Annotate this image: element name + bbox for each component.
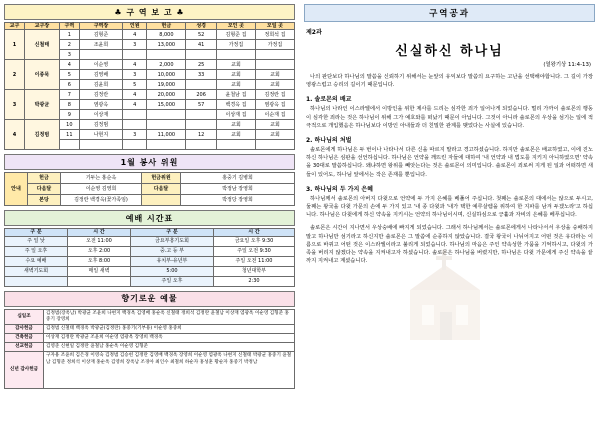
cell-leader: 나현지 [79, 130, 122, 140]
cell-moil: 염광옥 집 [255, 100, 294, 110]
duty-cell: 헌금 [28, 173, 61, 184]
cell-guyeok: 2 [59, 40, 79, 50]
cell-seonggyeong: 25 [186, 60, 217, 70]
section-heading-1: 1. 솔로몬의 배교 [306, 96, 352, 104]
table-row [5, 324, 295, 333]
cell-moil: 가정집 [255, 40, 294, 50]
cell-moil: 이순재 집 [255, 110, 294, 120]
district-report-block [4, 4, 295, 150]
col-inwon: 인원 [123, 23, 147, 30]
duty-cell: 박정당 장영희 [181, 195, 295, 206]
cell-moin: 교회 [216, 60, 255, 70]
col-guyeokjang: 구역장 [79, 23, 122, 30]
cell-inwon: 4 [123, 60, 147, 70]
duty-row-label: 안내 [5, 173, 28, 206]
cell-guyeok: 11 [59, 130, 79, 140]
sched-time: 오전 11:00 [68, 236, 131, 246]
cell-moin [216, 140, 255, 150]
duty-cell: 기두는 홍순옥 [61, 173, 142, 184]
cell-moin: 윤철남 집 [216, 90, 255, 100]
col-division-2: 구 분 [131, 229, 214, 236]
table-row [5, 195, 295, 206]
col-gugu: 교구 [5, 23, 25, 30]
cell-guyeok: 10 [59, 120, 79, 130]
cell-heongeum [147, 110, 186, 120]
cell-moil: 교회 [255, 130, 294, 140]
district-report-table [4, 22, 295, 150]
sched-name-2: 금요부흥기도회 [131, 236, 214, 246]
cell-moil: 교회 [255, 120, 294, 130]
cell-inwon: 4 [123, 100, 147, 110]
col-seonggyeong: 성경 [186, 23, 217, 30]
duty-title: 1월 봉사 위원 [4, 154, 295, 170]
cell-seonggyeong: 52 [186, 30, 217, 40]
table-row [5, 60, 295, 70]
offering-category: 건축헌금 [5, 334, 44, 343]
offering-title: 향기로운 예물 [4, 291, 295, 307]
sched-name: 주 일 낮 [5, 236, 68, 246]
cell-leader: 김정란 [79, 90, 122, 100]
col-time-2: 시 간 [214, 229, 295, 236]
chapter-label: 제2과 [306, 29, 322, 36]
offering-category: 선교헌금 [5, 343, 44, 352]
cell-moil [255, 60, 294, 70]
cell-seonggyeong: 57 [186, 100, 217, 110]
sched-time-2: 2:30 [214, 276, 295, 286]
gu-leader: 김정범 [25, 120, 60, 150]
cell-heongeum: 20,000 [147, 90, 186, 100]
section-body-2: 솔로몬에게 하나님은 두 번이나 나타나서 다른 신을 따르지 말라고 경고하셨습니다. 하지만 솔로몬은 배교하였고, 이에 진노하신 하나님은 심판을 선언하십니다. 하나님은 언약을 깨뜨린 자들에 대하여 '내 언약과 내 법도를 지키지 아니하였으면' 약속을 30대로 말씀하십니다. 왜냐하면 왕위를 빼앗는다는 것은 솔로몬이 의미입니다. 솔로몬이 죄로써 지게 된 일과 어떠하면 새들이 있어도, 하나님 앞에서는 작은 존재를 뿐입니다. [306, 147, 593, 178]
sched-name-2: 유치부-유년부 [131, 256, 214, 266]
table-row [5, 256, 295, 266]
cell-moil [255, 140, 294, 150]
section-heading-2: 2. 하나님의 처벌 [306, 137, 352, 145]
closing-paragraph: 솔로몬은 시간이 지나면서 우상숭배에 빠지게 되었습니다. 그래서 하나님께서는 솔로몬에게서 나타나서서 우상을 숭배하지 말고 하나님만 섬기라고 하신지만 솔로몬은 그 말씀에 순종하지 않았습니다. 결국 왕국이 나뉘어지고 어떤 것은 유다라는 이름으로 바뀌고 어떤 것은 이스라엘이라고 불리게 되었습니다. 하나님의 마음은 주인 약속성한 가뭄을 기억하시고, 다윗의 가족을 버리지 않겠다는 약속을 지켜내고자 하셨습니다. 솔로몬은 하나님을 버렸지만, 하나님은 다윗 가문에게 주신 약속을 끝까지 지켜내고 계셨습니다. [306, 225, 593, 265]
service-schedule-title: 예배 시간표 [4, 210, 295, 226]
sched-name: 수요 예배 [5, 256, 68, 266]
cell-seonggyeong [186, 120, 217, 130]
cell-leader: 김윤희 [79, 80, 122, 90]
table-row [5, 173, 295, 184]
cell-moin: 백경옥 집 [216, 100, 255, 110]
offering-table [4, 309, 295, 390]
service-schedule-block [4, 210, 295, 286]
right-column [298, 0, 600, 424]
duty-cell: 박정남 장영희 [181, 184, 295, 195]
sched-name-2: 중.고 등 부 [131, 246, 214, 256]
cell-heongeum [147, 50, 186, 60]
col-guyeok: 구역 [59, 23, 79, 30]
cell-heongeum: 8,000 [147, 30, 186, 40]
cell-moil: 교회 [255, 70, 294, 80]
scripture-reference: (열왕기상 11:4-13) [543, 62, 591, 68]
cell-moil: 김정란 집 [255, 90, 294, 100]
section-heading-3: 3. 하나님의 두 가지 은혜 [306, 185, 373, 193]
duty-table [4, 172, 295, 206]
cell-seonggyeong: 33 [186, 70, 217, 80]
table-row [5, 120, 295, 130]
cell-moin: 김형준 집 [216, 30, 255, 40]
cell-inwon [123, 110, 147, 120]
duty-cell: 다음달 [142, 184, 181, 195]
cell-leader: 김형준 [79, 30, 122, 40]
cell-moil: 교회 [255, 80, 294, 90]
cell-moin: 가정집 [216, 40, 255, 50]
col-division-1: 구 분 [5, 229, 68, 236]
section-body-1: 하나님의 나라인 이스라엘에서 이방인을 위한 제사를 드리는 심각한 죄가 일어나게 되었습니다. 멀리 가까이 솔로몬의 행동이 심각한 죄라는 것은 하나님이 위해 그가 예호와를 떠났기 때문이 아닙니다. 그것이 아니라 솔로몬의 우상을 섬기는 일에 적극적으로 개입했음은 하나님보다 이방인 아내들과 더 친밀한 관계를 맺었다는 사실에 있습니다. [306, 106, 593, 129]
cell-guyeok: 8 [59, 100, 79, 110]
cell-inwon: 4 [123, 30, 147, 40]
cell-guyeok: 4 [59, 60, 79, 70]
gu-leader: 박광균 [25, 90, 60, 120]
table-row [5, 352, 295, 389]
cell-inwon: 3 [123, 40, 147, 50]
cell-seonggyeong: 206 [186, 90, 217, 100]
col-moil: 모일 곳 [255, 23, 294, 30]
table-row [5, 276, 295, 286]
col-heongeum: 헌금 [147, 23, 186, 30]
cell-guyeok: 6 [59, 80, 79, 90]
gu-number: 4 [5, 120, 25, 150]
cell-guyeok: 1 [59, 30, 79, 40]
table-row [5, 30, 295, 40]
cell-guyeok [59, 140, 79, 150]
table-row [5, 334, 295, 343]
col-time-1: 시 간 [68, 229, 131, 236]
sched-name-2: 5:00 [131, 266, 214, 276]
cell-heongeum: 10,000 [147, 70, 186, 80]
sched-time-2: 주일 오전 11:00 [214, 256, 295, 266]
cell-guyeok: 9 [59, 110, 79, 120]
left-column [0, 0, 298, 424]
duty-cell: 다음달 [28, 184, 61, 195]
duty-cell [142, 195, 181, 206]
gu-number: 2 [5, 60, 25, 90]
offering-block [4, 291, 295, 390]
sched-time: 오후 2:00 [68, 246, 131, 256]
cell-inwon [123, 140, 147, 150]
duty-cell: 헌금위원 [142, 173, 181, 184]
cell-inwon [123, 50, 147, 60]
cell-inwon: 3 [123, 70, 147, 80]
cell-seonggyeong [186, 110, 217, 120]
section-body-3: 하나님께서 솔로몬의 아버지 다윗으로 언약에 두 가지 은혜를 베풀어 주십니다. 첫째는 솔로몬의 대에서는 않으로 두시고, 둘째는 왕국을 다윗 가문의 손에 두 가지 있고 '내 종 다윗과 '내가 택한 예루살렘을 위하여 한 지파를 남겨 두겠노라'고 하십니다. 하나님은 다윗에게 하신 약속을 지키시는 언약의 하나님이시며, 신실하심으로 긍휼과 자비의 은혜를 베푸십니다. [306, 195, 593, 219]
gu-leader: 신철태 [25, 30, 60, 60]
duty-cell: 김정란 백경옥(꽃가족임) [61, 195, 142, 206]
table-row [5, 236, 295, 246]
duty-cell: 이순영 김영희 [61, 184, 142, 195]
cell-guyeok: 3 [59, 50, 79, 60]
sched-name-2: 주일 오후 [131, 276, 214, 286]
gu-number: 3 [5, 90, 25, 120]
table-row [5, 309, 295, 324]
cell-moil: 정희석 집 [255, 30, 294, 40]
offering-names: 김정범(장옥남) 박광균 조윤희 나현지 백경옥 김영배 홍순옥 신철태 정희석 김정란 윤철남 이상재 염광옥 이순영 김형준 홍중기 장영희 [44, 309, 295, 324]
table-row [5, 184, 295, 195]
cell-heongeum [147, 120, 186, 130]
offering-names: 구자용 조윤희 김은경 이영숙 김정범 김승헌 김정란 김영배 백경옥 장영희 이순영 염광옥 나현지 신철태 박광균 홍중기 윤철남 김형준 정희석 이상재 홍순옥 김영희 장옥남 조경아 최인수 최철희 하순자 홍성훈 황순자 홍중기 박정남 [44, 352, 295, 389]
table-row [5, 343, 295, 352]
sched-name [5, 276, 68, 286]
sched-time: 오후 8:00 [68, 256, 131, 266]
table-header-row [5, 229, 295, 236]
cell-heongeum [147, 140, 186, 150]
cell-heongeum: 15,000 [147, 100, 186, 110]
cell-moin: 교회 [216, 70, 255, 80]
cell-moin: 교회 [216, 120, 255, 130]
sched-time-2: 청년대학부 [214, 266, 295, 276]
intro-paragraph: 나의 판단보다 하나님의 말씀을 신뢰하기 위해서는 눈앞의 유익보다 말씀의 요구하는 고난을 선택해야합니다. 그 길이 가장 영광스럽고 승리의 길이기 때문입니다. [306, 74, 593, 89]
cell-heongeum: 13,000 [147, 40, 186, 50]
cell-leader: 이상재 [79, 110, 122, 120]
cell-leader [79, 140, 122, 150]
duty-cell: 홍중기 김병희 [181, 173, 295, 184]
sermon-title: 신실하신 하나님 [395, 44, 504, 59]
cell-seonggyeong [186, 50, 217, 60]
cell-moin: 교회 [216, 130, 255, 140]
cell-heongeum: 2,000 [147, 60, 186, 70]
offering-names: 이상재 김정란 박광균 조윤희 이순영 염광옥 장영희 백경옥 [44, 334, 295, 343]
service-schedule-table [4, 228, 295, 286]
cell-seonggyeong: 12 [186, 130, 217, 140]
district-report-title: ♣ 구 역 보 고 ♣ [4, 4, 295, 20]
duty-block [4, 154, 295, 206]
cell-seonggyeong: 41 [186, 40, 217, 50]
sched-name: 주 일 오후 [5, 246, 68, 256]
cell-moin [216, 50, 255, 60]
cell-leader: 이순영 [79, 60, 122, 70]
cell-leader: 염광옥 [79, 100, 122, 110]
sched-name: 새벽기도회 [5, 266, 68, 276]
cell-guyeok: 7 [59, 90, 79, 100]
col-gujang: 교구장 [25, 23, 60, 30]
table-row [5, 266, 295, 276]
cell-seonggyeong [186, 140, 217, 150]
offering-category: 감사헌금 [5, 324, 44, 333]
cell-moil [255, 50, 294, 60]
sched-time [68, 276, 131, 286]
col-moin: 모인 곳 [216, 23, 255, 30]
offering-category: 십일조 [5, 309, 44, 324]
cell-inwon: 4 [123, 90, 147, 100]
sched-time: 매일 새벽 [68, 266, 131, 276]
cell-heongeum: 19,000 [147, 80, 186, 90]
offering-category: 신년 감사헌금 [5, 352, 44, 389]
cell-moin: 이상재 집 [216, 110, 255, 120]
cell-leader: 김정범 [79, 120, 122, 130]
cell-inwon [123, 120, 147, 130]
cell-leader [79, 50, 122, 60]
page-title: 구역공과 [304, 4, 595, 22]
sched-time-2: 주일 오전 9:30 [214, 246, 295, 256]
gu-leader: 이종묵 [25, 60, 60, 90]
cell-guyeok: 5 [59, 70, 79, 80]
cell-inwon: 3 [123, 130, 147, 140]
offering-names: 김정범 신철태 백경옥 박광균(김정란) 홍중기(기부용) 이순영 홍중희 [44, 324, 295, 333]
table-header-row [5, 23, 295, 30]
offering-names: 김영준 신현일 김정란 윤철남 홍순옥 이순영 김형준 [44, 343, 295, 352]
duty-cell: 본당 [28, 195, 61, 206]
table-row [5, 246, 295, 256]
sched-time-2: 금요일 오후 9:30 [214, 236, 295, 246]
cell-leader: 김영배 [79, 70, 122, 80]
cell-heongeum: 11,000 [147, 130, 186, 140]
cell-inwon: 5 [123, 80, 147, 90]
cell-seonggyeong [186, 80, 217, 90]
gu-number: 1 [5, 30, 25, 60]
cell-leader: 조윤희 [79, 40, 122, 50]
cell-moin: 교회 [216, 80, 255, 90]
table-row [5, 90, 295, 100]
